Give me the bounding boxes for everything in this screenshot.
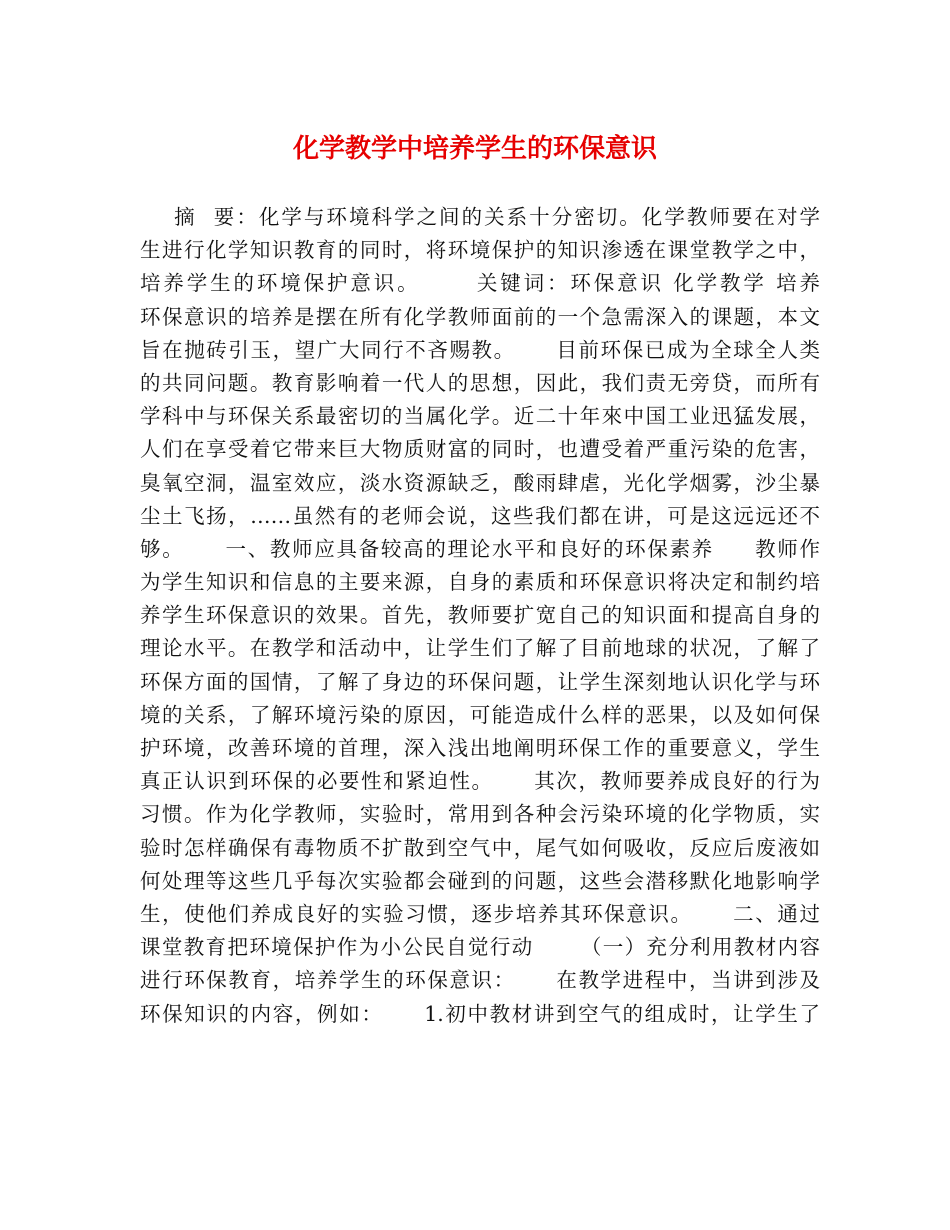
- body-line: 生，使他们养成良好的实验习惯，逐步培养其环保意识。 二、通过: [140, 901, 820, 926]
- body-line: 何处理等这些几乎每次实验都会碰到的问题，这些会潜移默化地影响学: [140, 868, 820, 893]
- body-line: 理论水平。在教学和活动中，让学生们了解了目前地球的状况，了解了: [140, 636, 820, 661]
- body-line: 够。 一、教师应具备较高的理论水平和良好的环保素养 教师作: [140, 536, 820, 561]
- body-line: 生进行化学知识教育的同时，将环境保护的知识渗透在课堂教学之中，: [140, 238, 820, 263]
- body-line: 境的关系，了解环境污染的原因，可能造成什么样的恶果，以及如何保: [140, 702, 820, 727]
- body-line: 培养学生的环境保护意识。 关键词：环保意识 化学教学 培养: [140, 271, 820, 296]
- body-line: 臭氧空洞，温室效应，淡水资源缺乏，酸雨肆虐，光化学烟雾，沙尘暴: [140, 470, 820, 495]
- body-line: 护环境，改善环境的首理，深入浅出地阐明环保工作的重要意义，学生: [140, 736, 820, 760]
- body-line: 人们在享受着它带来巨大物质财富的同时，也遭受着严重污染的危害，: [140, 437, 820, 462]
- body-line: 为学生知识和信息的主要来源，自身的素质和环保意识将决定和制约培: [140, 570, 820, 595]
- document-body: [140, 201, 820, 1031]
- document-title: 化学教学中培养学生的环保意识: [292, 134, 657, 164]
- body-line: 真正认识到环保的必要性和紧迫性。 其次，教师要养成良好的行为: [140, 769, 820, 794]
- body-line: 课堂教育把环境保护作为小公民自觉行动 （一）充分利用教材内容: [140, 935, 820, 960]
- body-line: 学科中与环保关系最密切的当属化学。近二十年來中国工业迅猛发展，: [140, 404, 820, 429]
- body-line: 摘 要：化学与环境科学之间的关系十分密切。化学教师要在对学: [140, 205, 820, 229]
- body-line: 环保意识的培养是摆在所有化学教师面前的一个急需深入的课题，本文: [140, 304, 820, 329]
- body-line: 旨在抛砖引玉，望广大同行不吝赐教。 目前环保已成为全球全人类: [140, 337, 820, 362]
- body-line: 的共同问题。教育影响着一代人的思想，因此，我们责无旁贷，而所有: [140, 370, 820, 395]
- body-line: 习惯。作为化学教师，实验时，常用到各种会污染环境的化学物质，实: [140, 802, 820, 827]
- body-line: 环保知识的内容，例如： 1.初中教材讲到空气的组成时，让学生了: [140, 1001, 820, 1026]
- body-line: 进行环保教育，培养学生的环保意识： 在教学进程中，当讲到涉及: [140, 968, 820, 993]
- body-line: 环保方面的国情，了解了身边的环保问题，让学生深刻地认识化学与环: [140, 669, 820, 694]
- body-line: 验时怎样确保有毒物质不扩散到空气中，尾气如何吸收，反应后废液如: [140, 835, 820, 860]
- body-line: 养学生环保意识的效果。首先，教师要扩宽自己的知识面和提高自身的: [140, 603, 820, 628]
- body-line: 尘土飞扬，……虽然有的老师会说，这些我们都在讲，可是这远远还不: [140, 503, 820, 528]
